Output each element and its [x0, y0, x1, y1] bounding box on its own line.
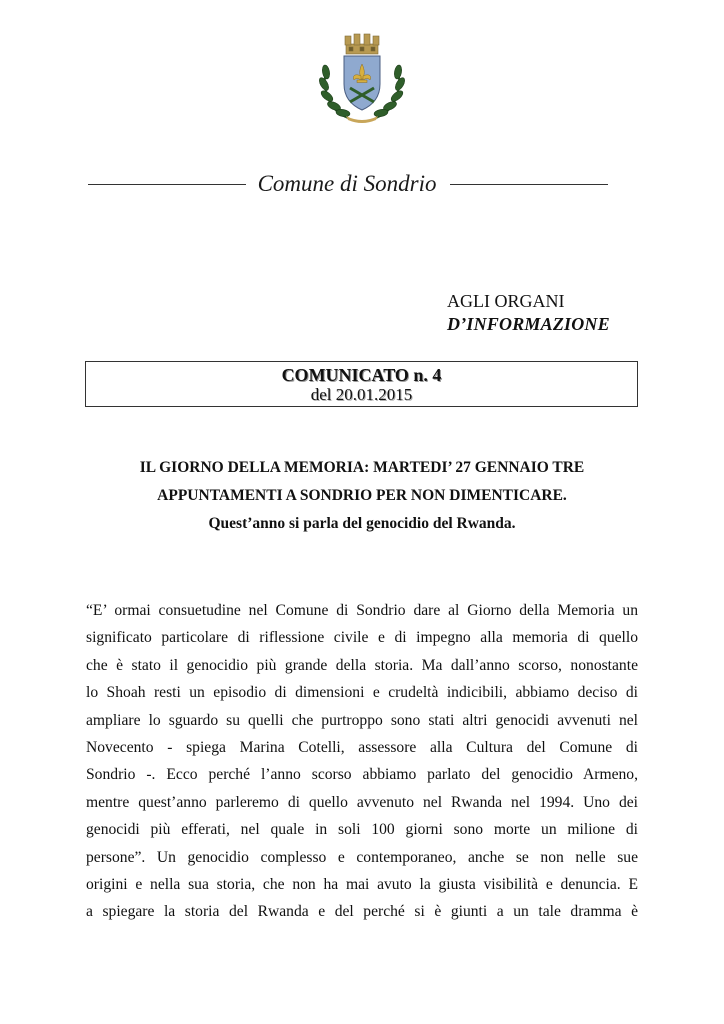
- header-rule-right: [450, 184, 608, 185]
- release-date: del 20.01.2015: [310, 385, 413, 404]
- body-line: “E’ ormai consuetudine nel Comune di Sondrio dare al Giorno della Memoria un: [86, 602, 638, 619]
- addressee-line-2: D’INFORMAZIONE: [447, 314, 610, 334]
- headline: [86, 454, 638, 538]
- letterhead: [88, 166, 608, 202]
- body-line: mentre quest’anno parleremo di quello avvenuto nel Rwanda nel 1994. Uno dei: [86, 793, 638, 811]
- body-line: significato particolare di riflessione civile e di impegno alla memoria di quello: [86, 629, 638, 647]
- addressee-block: [447, 290, 610, 336]
- body-line: genocidi più efferati, nel quale in soli 100 giorni sono morte un milione di: [86, 821, 638, 839]
- headline-line-2: APPUNTAMENTI A SONDRIO PER NON DIMENTICARE.: [157, 487, 567, 504]
- body-line: lo Shoah resti un episodio di dimensioni e crudeltà indicibili, abbiamo deciso di: [86, 684, 638, 702]
- headline-line-3: Quest’anno si parla del genocidio del Rwanda.: [208, 515, 516, 532]
- coat-of-arms-icon: [318, 32, 406, 124]
- header-rule-left: [88, 184, 246, 185]
- addressee-line-1: AGLI ORGANI: [447, 291, 565, 311]
- release-box: [85, 361, 638, 407]
- body-line: che è stato il genocidio più grande della storia. Ma dall’anno scorso, nonostante: [86, 656, 638, 674]
- body-line: Sondrio -. Ecco perché l’anno scorso abbiamo parlato del genocidio Armeno,: [86, 766, 638, 784]
- body-line: origini e nella sua storia, che non ha mai avuto la giusta visibilità e denuncia. E: [86, 876, 638, 894]
- body-line: a spiegare la storia del Rwanda e del perché si è giunti a un tale dramma è: [86, 903, 638, 921]
- body-line: ampliare lo sguardo su quelli che purtroppo sono stati altri genocidi avvenuti nel: [86, 711, 638, 729]
- body-line: Novecento - spiega Marina Cotelli, assessore alla Cultura del Comune di: [86, 739, 638, 757]
- municipality-name: Comune di Sondrio: [257, 171, 437, 196]
- release-number: COMUNICATO n. 4: [281, 365, 442, 385]
- body-line: persone”. Un genocidio complesso e contemporaneo, anche se non nelle sue: [86, 848, 638, 866]
- headline-line-1: IL GIORNO DELLA MEMORIA: MARTEDI’ 27 GENNAIO TRE: [139, 459, 585, 476]
- body-paragraph: [86, 597, 638, 926]
